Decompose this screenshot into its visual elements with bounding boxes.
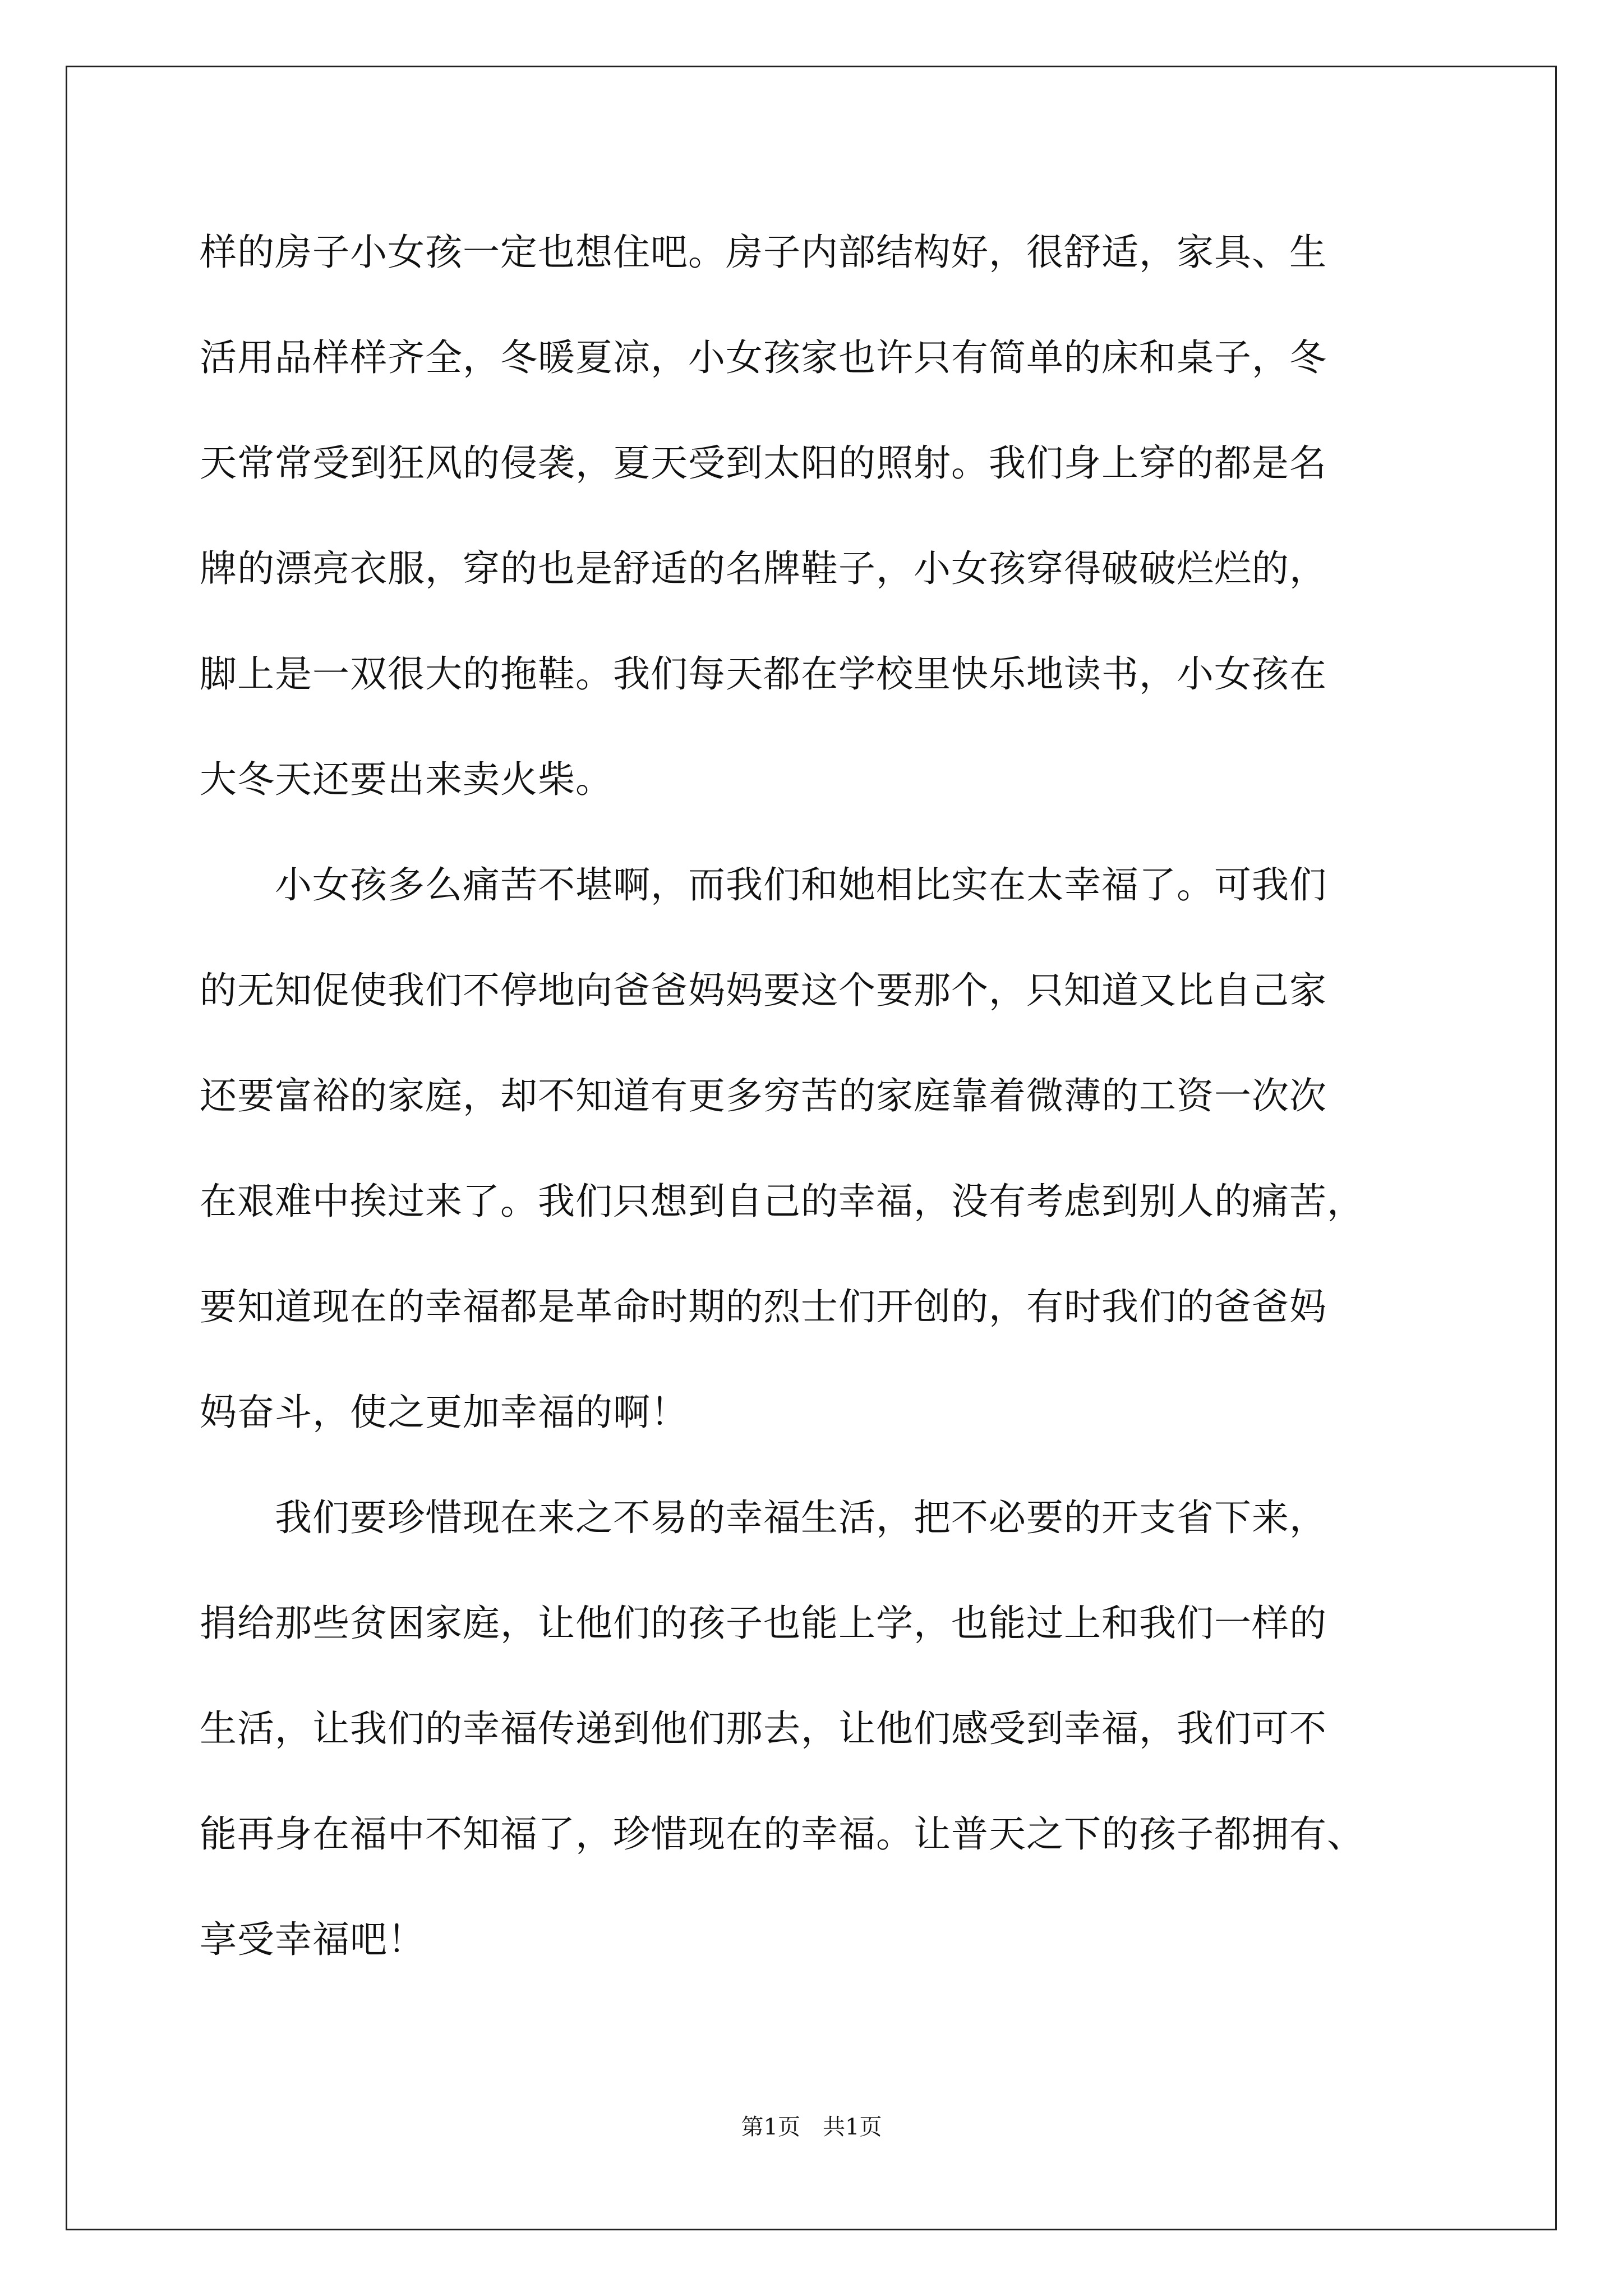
text-line: 活用品样样齐全，冬暖夏凉，小女孩家也许只有简单的床和桌子，冬 [200, 336, 1327, 379]
text-line: 样的房子小女孩一定也想住吧。房子内部结构好，很舒适，家具、生 [200, 231, 1327, 274]
text-line: 牌的漂亮衣服，穿的也是舒适的名牌鞋子，小女孩穿得破破烂烂的， [200, 547, 1327, 590]
text-line: 脚上是一双很大的拖鞋。我们每天都在学校里快乐地读书，小女孩在 [200, 652, 1327, 696]
text-line: 大冬天还要出来卖火柴。 [200, 758, 613, 801]
text-line: 妈奋斗，使之更加幸福的啊！ [200, 1391, 688, 1434]
text-line: 享受幸福吧！ [200, 1918, 425, 1961]
text-line: 生活，让我们的幸福传递到他们那去，让他们感受到幸福，我们可不 [200, 1707, 1327, 1750]
text-line: 的无知促使我们不停地向爸爸妈妈要这个要那个，只知道又比自己家 [200, 969, 1327, 1012]
text-line: 捐给那些贫困家庭，让他们的孩子也能上学，也能过上和我们一样的 [200, 1602, 1327, 1645]
text-line: 小女孩多么痛苦不堪啊，而我们和她相比实在太幸福了。可我们 [200, 863, 1327, 907]
text-line: 要知道现在的幸福都是革命时期的烈士们开创的，有时我们的爸爸妈 [200, 1285, 1327, 1328]
text-line: 在艰难中挨过来了。我们只想到自己的幸福，没有考虑到别人的痛苦， [200, 1180, 1364, 1223]
text-line: 能再身在福中不知福了，珍惜现在的幸福。让普天之下的孩子都拥有、 [200, 1812, 1364, 1856]
text-line: 天常常受到狂风的侵袭，夏天受到太阳的照射。我们身上穿的都是名 [200, 441, 1327, 485]
text-line: 还要富裕的家庭，却不知道有更多穷苦的家庭靠着微薄的工资一次次 [200, 1074, 1327, 1117]
text-line: 我们要珍惜现在来之不易的幸福生活，把不必要的开支省下来， [200, 1496, 1327, 1539]
page-number: 第1页 共1页 [741, 2114, 882, 2140]
